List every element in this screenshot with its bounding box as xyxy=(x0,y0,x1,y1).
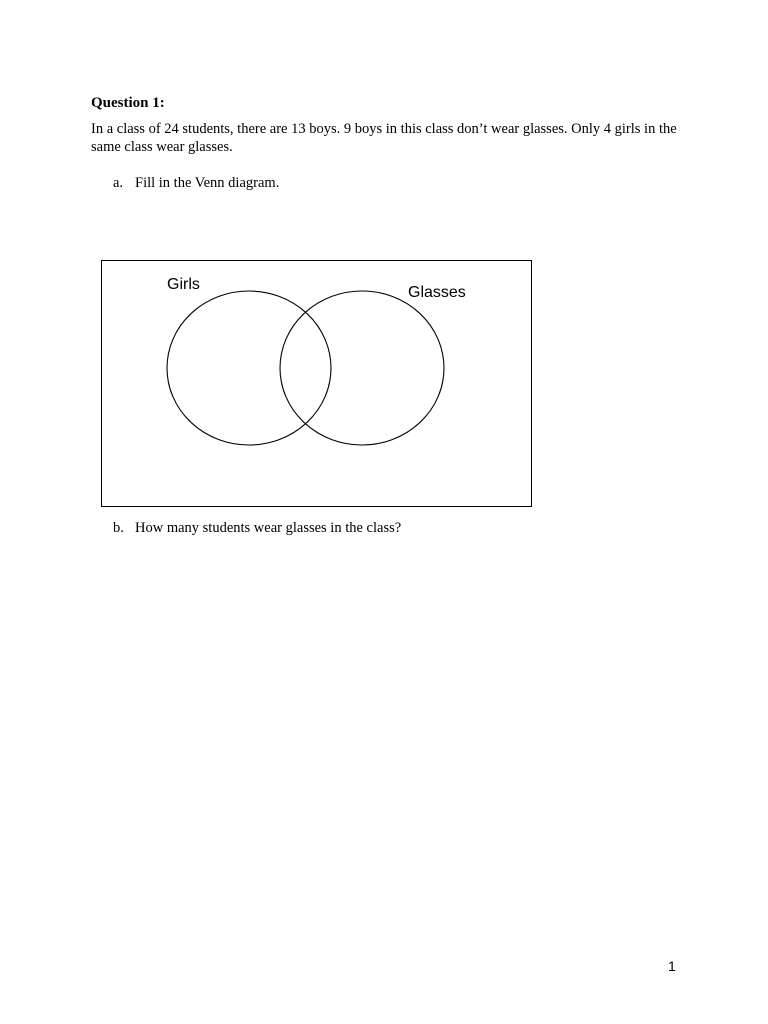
question-heading: Question 1: xyxy=(91,95,165,111)
part-b xyxy=(113,519,401,537)
part-a-text: Fill in the Venn diagram. xyxy=(135,175,280,191)
part-b-marker: b. xyxy=(113,520,124,536)
part-b-text: How many students wear glasses in the class? xyxy=(135,520,402,536)
venn-diagram-canvas xyxy=(101,260,532,508)
part-a-marker: a. xyxy=(113,175,124,191)
part-a xyxy=(113,174,279,192)
venn-label-girls: Girls xyxy=(167,276,200,293)
venn-label-glasses: Glasses xyxy=(408,284,466,301)
venn-universal-set-box xyxy=(102,261,532,507)
page-number: 1 xyxy=(668,958,676,974)
venn-diagram xyxy=(101,260,532,508)
problem-statement: In a class of 24 students, there are 13 boys. 9 boys in this class don’t wear glasses. Only 4 girls in the same class wear glasses. xyxy=(91,121,677,155)
